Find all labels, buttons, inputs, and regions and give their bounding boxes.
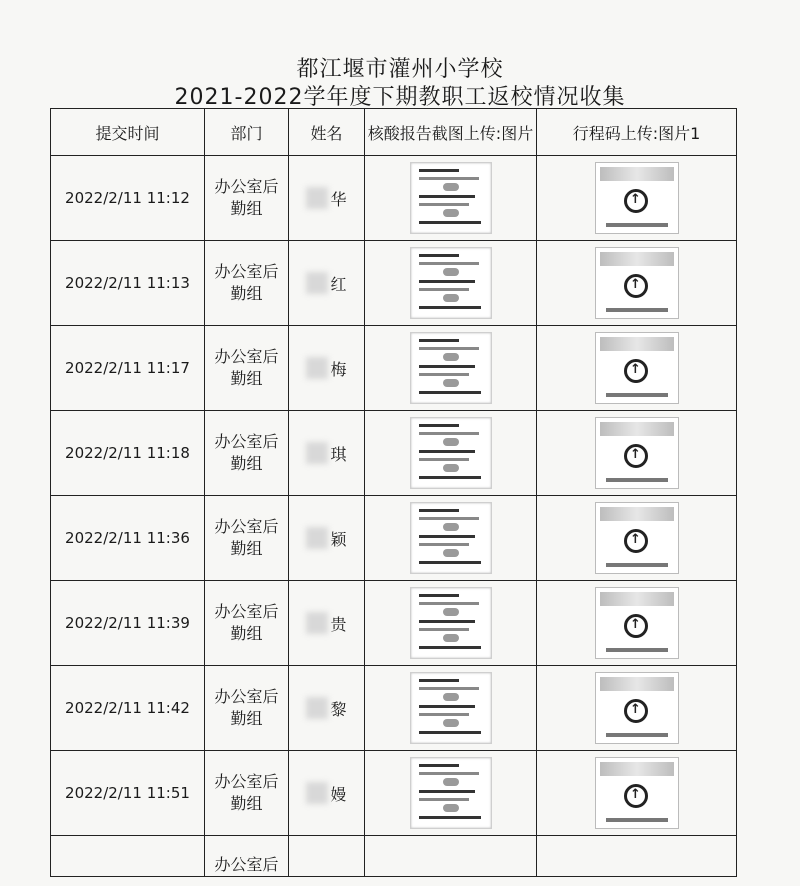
submit-time-cell: 2022/2/11 11:36 xyxy=(51,496,205,581)
header-nucleic-test-upload: 核酸报告截图上传:图片 xyxy=(365,109,537,156)
nucleic-report-cell xyxy=(365,156,537,241)
submit-time-cell: 2022/2/11 11:42 xyxy=(51,666,205,751)
department-cell xyxy=(205,241,289,326)
nucleic-report-image xyxy=(410,332,492,404)
nucleic-report-image xyxy=(410,757,492,829)
department-cell xyxy=(205,156,289,241)
department-line1: 办公室后 xyxy=(214,517,279,536)
name-cell xyxy=(289,836,365,877)
department-line2: 勤组 xyxy=(230,454,263,473)
name-text: 华 xyxy=(330,189,347,209)
name-cell xyxy=(289,751,365,836)
travel-code-image xyxy=(595,587,679,659)
name-cell xyxy=(289,241,365,326)
doc-title: 都江堰市灌州小学校 xyxy=(296,57,504,82)
redacted-mark xyxy=(306,357,328,379)
table-row xyxy=(51,241,737,326)
header-name: 姓名 xyxy=(289,109,365,156)
table-row xyxy=(51,751,737,836)
nucleic-report-cell xyxy=(365,496,537,581)
department-cell xyxy=(205,326,289,411)
submit-time-cell: 2022/2/11 11:13 xyxy=(51,241,205,326)
up-arrow-icon: ↑ xyxy=(630,532,641,547)
redacted-mark xyxy=(306,782,328,804)
nucleic-report-image xyxy=(410,587,492,659)
table-row-partial xyxy=(51,836,737,877)
department-line1: 办公室后 xyxy=(214,602,279,621)
department-line1: 办公室后 xyxy=(214,687,279,706)
nucleic-report-image xyxy=(410,502,492,574)
redacted-mark xyxy=(306,527,328,549)
up-arrow-icon: ↑ xyxy=(630,192,641,207)
nucleic-report-cell xyxy=(365,751,537,836)
name-text: 琪 xyxy=(330,444,347,464)
department-line1: 办公室后 xyxy=(214,262,279,281)
name-cell xyxy=(289,666,365,751)
nucleic-report-image xyxy=(410,672,492,744)
travel-code-cell xyxy=(537,156,737,241)
up-arrow-icon: ↑ xyxy=(630,447,641,462)
nucleic-report-image xyxy=(410,417,492,489)
redacted-mark xyxy=(306,612,328,634)
submit-time-cell xyxy=(51,836,205,877)
name-cell xyxy=(289,411,365,496)
department-line2: 勤组 xyxy=(230,284,263,303)
submit-time-cell: 2022/2/11 11:12 xyxy=(51,156,205,241)
department-cell xyxy=(205,411,289,496)
travel-code-image xyxy=(595,247,679,319)
department-line2: 勤组 xyxy=(230,624,263,643)
travel-code-image xyxy=(595,757,679,829)
header-submit-time: 提交时间 xyxy=(51,109,205,156)
department-line1: 办公室后 xyxy=(214,432,279,451)
nucleic-report-cell xyxy=(365,411,537,496)
staff-return-table xyxy=(50,108,737,877)
table-body xyxy=(51,156,737,877)
department-cell xyxy=(205,836,289,877)
travel-code-cell xyxy=(537,666,737,751)
name-cell xyxy=(289,156,365,241)
travel-code-cell xyxy=(537,326,737,411)
submit-time-cell: 2022/2/11 11:39 xyxy=(51,581,205,666)
name-cell xyxy=(289,496,365,581)
header-travel-code-upload: 行程码上传:图片1 xyxy=(537,109,737,156)
nucleic-report-cell xyxy=(365,581,537,666)
name-text: 梅 xyxy=(330,359,347,379)
name-text: 贵 xyxy=(330,614,347,634)
department-cell xyxy=(205,751,289,836)
travel-code-cell xyxy=(537,411,737,496)
up-arrow-icon: ↑ xyxy=(630,277,641,292)
submit-time-cell: 2022/2/11 11:17 xyxy=(51,326,205,411)
redacted-mark xyxy=(306,187,328,209)
redacted-mark xyxy=(306,442,328,464)
up-arrow-icon: ↑ xyxy=(630,787,641,802)
department-line1: 办公室后 xyxy=(214,855,279,874)
nucleic-report-cell xyxy=(365,666,537,751)
department-line1: 办公室后 xyxy=(214,347,279,366)
department-cell xyxy=(205,666,289,751)
table-row xyxy=(51,666,737,751)
doc-subtitle: 2021-2022学年度下期教职工返校情况收集 xyxy=(174,85,626,110)
up-arrow-icon: ↑ xyxy=(630,617,641,632)
table-header-row xyxy=(51,109,737,156)
up-arrow-icon: ↑ xyxy=(630,702,641,717)
travel-code-image xyxy=(595,417,679,489)
redacted-mark xyxy=(306,272,328,294)
department-line2: 勤组 xyxy=(230,369,263,388)
nucleic-report-cell xyxy=(365,836,537,877)
travel-code-image xyxy=(595,502,679,574)
name-text: 红 xyxy=(330,274,347,294)
department-line2: 勤组 xyxy=(230,539,263,558)
submit-time-cell: 2022/2/11 11:51 xyxy=(51,751,205,836)
up-arrow-icon: ↑ xyxy=(630,362,641,377)
submit-time-cell: 2022/2/11 11:18 xyxy=(51,411,205,496)
travel-code-image xyxy=(595,672,679,744)
department-cell xyxy=(205,496,289,581)
nucleic-report-cell xyxy=(365,326,537,411)
department-line2: 勤组 xyxy=(230,199,263,218)
name-cell xyxy=(289,326,365,411)
table-row xyxy=(51,496,737,581)
name-text: 嫚 xyxy=(330,784,347,804)
table-row xyxy=(51,581,737,666)
nucleic-report-cell xyxy=(365,241,537,326)
name-cell xyxy=(289,581,365,666)
travel-code-cell xyxy=(537,241,737,326)
table-row xyxy=(51,326,737,411)
department-line2: 勤组 xyxy=(230,709,263,728)
travel-code-cell xyxy=(537,836,737,877)
travel-code-cell xyxy=(537,751,737,836)
department-line1: 办公室后 xyxy=(214,772,279,791)
department-line1: 办公室后 xyxy=(214,177,279,196)
name-text: 颖 xyxy=(330,529,347,549)
header-department: 部门 xyxy=(205,109,289,156)
department-line2: 勤组 xyxy=(230,794,263,813)
table-row xyxy=(51,156,737,241)
redacted-mark xyxy=(306,697,328,719)
travel-code-image xyxy=(595,332,679,404)
travel-code-cell xyxy=(537,496,737,581)
table-row xyxy=(51,411,737,496)
nucleic-report-image xyxy=(410,247,492,319)
name-text: 黎 xyxy=(330,699,347,719)
travel-code-cell xyxy=(537,581,737,666)
travel-code-image xyxy=(595,162,679,234)
department-cell xyxy=(205,581,289,666)
nucleic-report-image xyxy=(410,162,492,234)
